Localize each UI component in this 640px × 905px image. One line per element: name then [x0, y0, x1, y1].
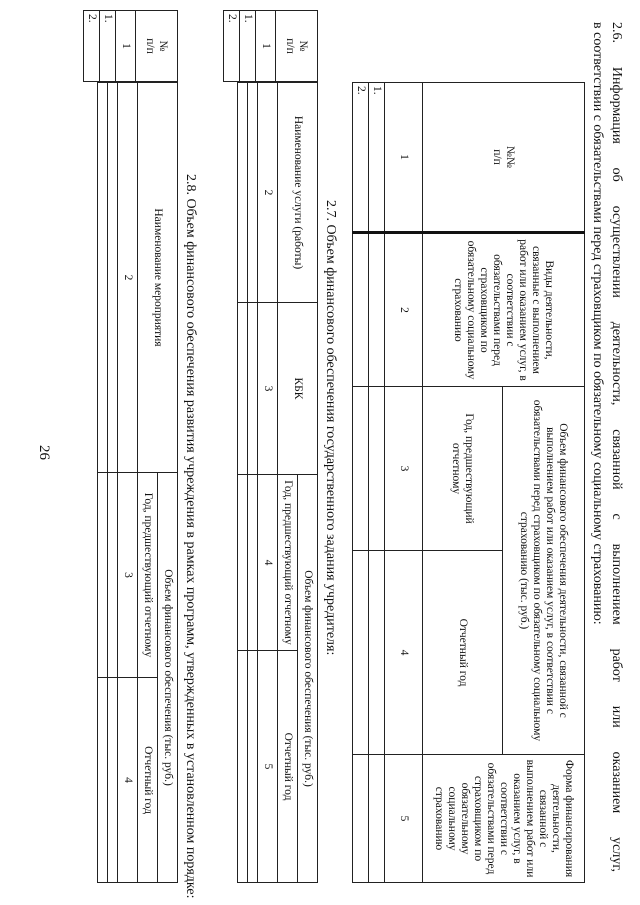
s26-col-prev-year: Год, предшествующий отчетному [423, 387, 503, 551]
section-2-6-heading-line2: в соответствии с обязательствами перед страховщиком по обязательному социальному страхованию: [590, 22, 605, 625]
s27-colnum-2: 2 [258, 83, 278, 303]
section-2-8-heading: 2.8. Объем финансового обеспечения развития учреждения в рамках программ, утвержденных в установленном порядке: [183, 174, 198, 899]
s28-colnum-3: 3 [118, 473, 138, 678]
s27-colnum-5: 5 [258, 651, 278, 883]
s26-colnum-2: 2 [385, 233, 423, 387]
s26-colnum-3: 3 [385, 387, 423, 551]
s27-colnum-4: 4 [258, 475, 278, 651]
s28-colnum-4: 4 [118, 678, 138, 883]
s27-col-volume-header: Объем финансового обеспечения (тыс. руб.) [298, 475, 318, 883]
s28-col-volume-header: Объем финансового обеспечения (тыс. руб.) [158, 473, 178, 883]
s26-row-2-cell [353, 233, 369, 387]
s28-col-name-header: Наименование мероприятия [138, 83, 178, 473]
s26-colnum-4: 4 [385, 551, 423, 755]
s26-col-report-year: Отчетный год [423, 551, 503, 755]
s27-col-kbk-header: КБК [278, 303, 318, 475]
s27-col-prev-year: Год, предшествующий отчетному [278, 475, 298, 651]
s27-colnum-1: 1 [256, 11, 276, 82]
section-2-7-table [237, 82, 318, 883]
s28-num-column [83, 10, 178, 82]
section-2-7-heading: 2.7. Объем финансового обеспечения государственного задания учредителя: [323, 200, 338, 656]
s27-row-1: 1. [240, 11, 256, 82]
s26-row-2: 2. [353, 83, 369, 233]
section-2-6-table [352, 82, 585, 883]
s26-row-1: 1. [369, 83, 385, 233]
s26-row-2-cell [353, 387, 369, 551]
s27-num-table [223, 10, 318, 82]
s27-col-num-header: № п/п [276, 11, 318, 82]
s26-row-1-cell [369, 755, 385, 883]
section-2-6-heading-line1: 2.6. Информация об осуществлении деятельности, связанной с выполнением работ или оказанием услуг, [609, 22, 624, 872]
section-2-8-table [97, 82, 178, 883]
s27-col-report-year: Отчетный год [278, 651, 298, 883]
s26-col-num-header: №№ п/п [423, 83, 585, 233]
page-number: 26 [36, 445, 52, 460]
s27-colnum-3: 3 [258, 303, 278, 475]
s26-row-2-cell [353, 755, 369, 883]
s28-colnum-1: 1 [116, 11, 136, 82]
s26-row-2-cell [353, 551, 369, 755]
s28-col-num-header: № п/п [136, 11, 178, 82]
s27-col-name-header: Наименование услуги (работы) [278, 83, 318, 303]
s27-num-column [223, 10, 318, 82]
s26-row-1-cell [369, 387, 385, 551]
s26-colnum-5: 5 [385, 755, 423, 883]
s26-row-1-cell [369, 233, 385, 387]
s28-row-2: 2. [84, 11, 100, 82]
s26-col-activity-header: Виды деятельности, связанные с выполнением работ или оказанием услуг, в соответствии с обязательствами перед страховщиком по обязательному социальному страхованию [423, 233, 585, 387]
s27-row-2: 2. [224, 11, 240, 82]
s28-col-report-year: Отчетный год [138, 678, 158, 883]
s26-col-form-header: Форма финансирования деятельности, связанной с выполнением работ или оказанием услуг, в соответствии с обязательствами перед страховщиком по обязательному социальному страхованию [423, 755, 585, 883]
s28-row-1: 1. [100, 11, 116, 82]
s26-colnum-1: 1 [385, 83, 423, 233]
s26-col-volume-header: Объем финансового обеспечения деятельности, связанной с выполнением работ или оказанием услуг, в соответствии с обязательствами перед страховщиком по обязательному социальному страхованию (тыс. руб.) [503, 387, 585, 755]
s28-colnum-2: 2 [118, 83, 138, 473]
s28-num-table [83, 10, 178, 82]
s26-row-1-cell [369, 551, 385, 755]
s28-col-prev-year: Год, предшествующий отчетному [138, 473, 158, 678]
